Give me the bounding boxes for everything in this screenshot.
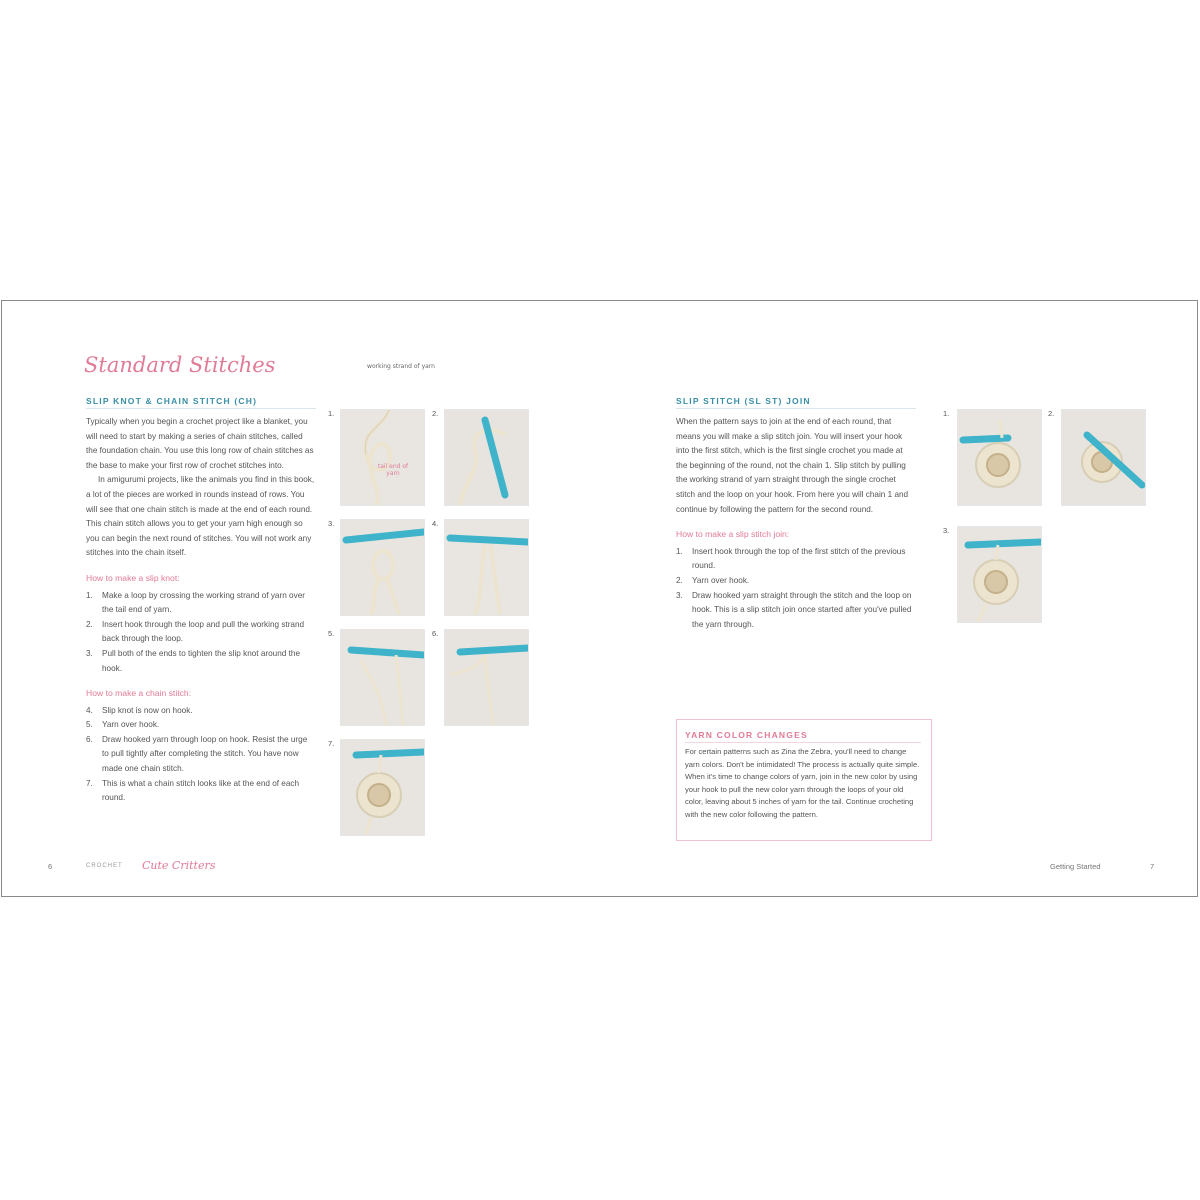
- photo-number: 7.: [328, 739, 335, 748]
- footer-section-label: Getting Started: [1050, 862, 1101, 871]
- section-heading-slip-stitch: SLIP STITCH (SL ST) JOIN: [676, 396, 811, 406]
- chain-stitch-heading: How to make a chain stitch:: [86, 688, 192, 699]
- chain-stitch-steps: [86, 704, 316, 806]
- callout-text: For certain patterns such as Zina the Zebra, you'll need to change yarn colors. Don't be intimidated! The process is actually quite simple. When it's time to change colors of yarn, join in the new color by using your hook to pull the new color yarn through the loops of your old color, leaving about 5 inches of yarn for the tail. Continue crocheting with the new color following the pattern.: [685, 747, 920, 819]
- step-photo-2: [444, 409, 529, 506]
- yarn-color-changes-callout: [676, 719, 932, 841]
- section-rule: [86, 408, 316, 409]
- footer-page-number-right: 7: [1150, 862, 1155, 871]
- slip-knot-heading: How to make a slip knot:: [86, 572, 180, 583]
- yarn-loop-illustration: [341, 410, 424, 505]
- list-item: 3. Pull both of the ends to tighten the slip knot around the hook.: [86, 648, 301, 673]
- step-photo-1: [340, 409, 425, 506]
- book-spread: [1, 300, 1198, 897]
- callout-rule: [685, 742, 921, 743]
- step-photo-3: [340, 519, 425, 616]
- photo-number: 1.: [328, 409, 335, 418]
- callout-title: YARN COLOR CHANGES: [685, 730, 808, 740]
- slip-stitch-text: [676, 415, 914, 632]
- list-item: 2. Insert hook through the loop and pull the working strand back through the loop.: [86, 619, 305, 644]
- section-rule: [676, 408, 916, 409]
- photo-number: 3.: [943, 526, 950, 535]
- intro-text: [86, 415, 316, 806]
- photo-number: 5.: [328, 629, 335, 638]
- list-item: 2. Yarn over hook.: [676, 575, 750, 585]
- join-photo-1: [957, 409, 1042, 506]
- list-item: 4. Slip knot is now on hook.: [86, 705, 193, 715]
- section-heading-slip-knot: SLIP KNOT & CHAIN STITCH (CH): [86, 396, 258, 406]
- list-item: 7. This is what a chain stitch looks like at the end of each round.: [86, 778, 300, 803]
- annotation-working-strand: working strand of yarn: [367, 363, 435, 370]
- intro-paragraph-1: Typically when you begin a crochet project like a blanket, you will need to start by making a series of chain stitches, called the foundation chain. You use this long row of chain stitches as the base to make your first row of crochet stitches into.: [86, 417, 314, 470]
- slip-knot-steps: [86, 589, 316, 677]
- footer-page-number-left: 6: [48, 862, 53, 871]
- step-photo-5: [340, 629, 425, 726]
- photo-number: 4.: [432, 519, 439, 528]
- list-item: 1. Insert hook through the top of the first stitch of the previous round.: [676, 546, 906, 571]
- footer-book-title: Cute Critters: [142, 859, 216, 872]
- photo-number: 3.: [328, 519, 335, 528]
- list-item: 6. Draw hooked yarn through loop on hook. Resist the urge to pull tightly after completing the stitch. You have now made one chain stitch.: [86, 734, 308, 774]
- photo-number: 2.: [1048, 409, 1055, 418]
- slip-stitch-join-steps: [676, 545, 914, 633]
- join-photo-2: [1061, 409, 1146, 506]
- list-item: 5. Yarn over hook.: [86, 720, 160, 730]
- slip-stitch-join-heading: How to make a slip stitch join:: [676, 529, 790, 540]
- step-photo-6: [444, 629, 529, 726]
- photo-number: 1.: [943, 409, 950, 418]
- page-title: Standard Stitches: [84, 353, 276, 377]
- list-item: 3. Draw hooked yarn straight through the stitch and the loop on hook. This is a slip stitch join once started after you've pulled the yarn through.: [676, 590, 912, 629]
- step-photo-4: [444, 519, 529, 616]
- intro-paragraph-2: In amigurumi projects, like the animals you find in this book, a lot of the pieces are worked in rounds instead of rows. You will see that one chain stitch is made at the end of each round. This chain stitch allows you to get your yarn high enough so you can begin the next round of stitches. You will not work any stitches into the chain itself.: [86, 475, 315, 558]
- slip-stitch-paragraph: When the pattern says to join at the end of each round, that means you will make a slip stitch join. You will insert your hook into the first stitch, which is the first single crochet you made at the beginning of the round, not the chain 1. Slip stitch by pulling the working strand of yarn straight through the single crochet stitch and the loop on your hook. From here you will chain 1 and continue by following the pattern for the second round.: [676, 417, 909, 514]
- list-item: 1. Make a loop by crossing the working strand of yarn over the tail end of yarn.: [86, 590, 305, 615]
- photo-number: 2.: [432, 409, 439, 418]
- join-photo-3: [957, 526, 1042, 623]
- footer-series-label: CROCHET: [86, 863, 123, 869]
- annotation-tail-end: tail end of yarn: [377, 463, 409, 477]
- photo-number: 6.: [432, 629, 439, 638]
- step-photo-7: [340, 739, 425, 836]
